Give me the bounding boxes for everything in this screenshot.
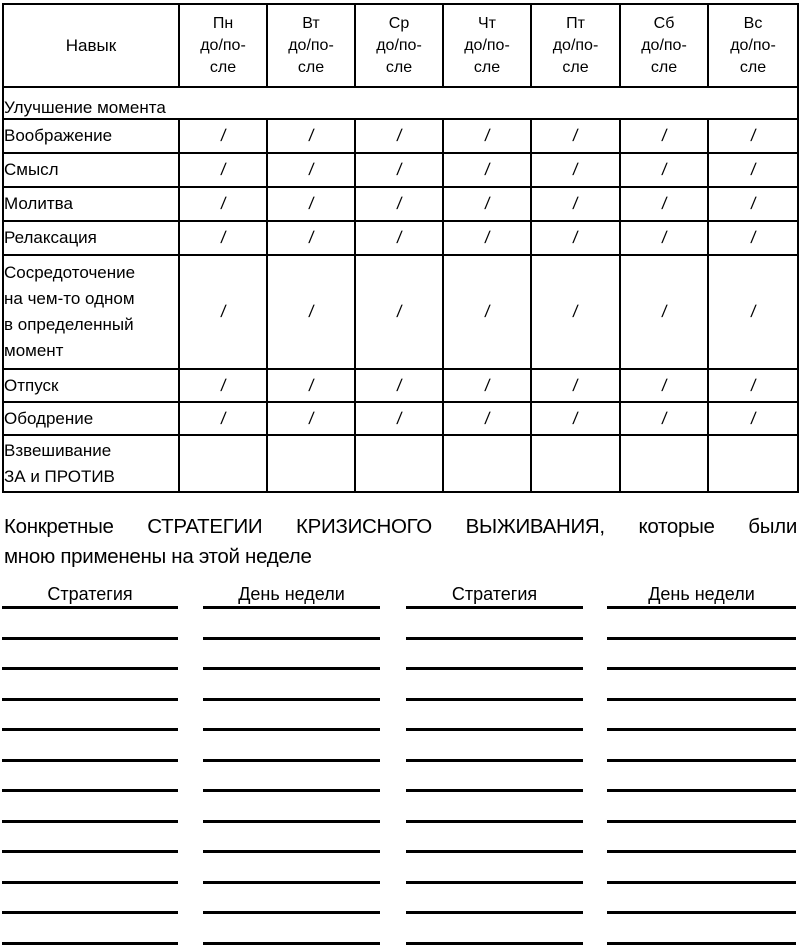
slash-separator: / [660, 228, 668, 247]
slash-separator: / [483, 228, 491, 247]
day-sub: до/по- [200, 36, 246, 54]
before-after-cell[interactable] [620, 369, 708, 402]
before-after-cell[interactable] [620, 402, 708, 435]
slash-separator: / [395, 228, 403, 247]
header-day-sat [620, 4, 708, 87]
table-row [3, 369, 798, 402]
before-after-cell[interactable] [179, 402, 267, 435]
day-name: Пт [566, 14, 585, 32]
skill-label-line: момент [4, 341, 64, 360]
skill-label-line: Сосредоточение [4, 263, 136, 282]
before-after-cell[interactable] [443, 119, 531, 153]
day-sub: сле [739, 58, 767, 76]
before-after-cell[interactable] [355, 255, 443, 369]
skill-label-line: на чем-то одном [4, 289, 135, 308]
skill-label: Ободрение [3, 402, 179, 435]
slash-separator: / [483, 194, 491, 213]
slash-separator: / [749, 408, 757, 428]
skill-label: Смысл [3, 153, 179, 187]
slash-separator: / [307, 126, 315, 145]
slash-separator: / [219, 194, 227, 213]
skill-label-line: в определенный [4, 315, 134, 334]
header-day-fri [531, 4, 620, 87]
table-row [3, 402, 798, 435]
before-after-cell[interactable] [531, 187, 620, 221]
before-after-cell[interactable] [355, 369, 443, 402]
day-sub: сле [209, 58, 237, 76]
slash-separator: / [571, 375, 580, 395]
slash-separator: / [571, 302, 580, 321]
before-after-cell[interactable] [708, 435, 798, 492]
slash-separator: / [395, 194, 403, 213]
paragraph-line-1: Конкретные СТРАТЕГИИ КРИЗИСНОГО ВЫЖИВАНИЯ, которые были [4, 515, 797, 538]
day-sub: до/по- [376, 36, 422, 54]
before-after-cell[interactable] [620, 187, 708, 221]
before-after-cell[interactable] [355, 435, 443, 492]
slash-separator: / [660, 408, 668, 428]
before-after-cell[interactable] [179, 369, 267, 402]
before-after-cell[interactable] [267, 402, 355, 435]
table-header-row [3, 4, 798, 87]
day-sub: сле [385, 58, 413, 76]
day-name: Ср [388, 14, 410, 32]
header-day-thu [443, 4, 531, 87]
log-column-day-2 [607, 582, 796, 945]
before-after-cell[interactable] [355, 187, 443, 221]
slash-separator: / [307, 302, 315, 321]
header-day-wed [355, 4, 443, 87]
before-after-cell[interactable] [267, 153, 355, 187]
day-sub: до/по- [552, 36, 599, 54]
slash-separator: / [571, 408, 580, 428]
slash-separator: / [749, 194, 757, 213]
skill-label [3, 435, 179, 492]
slash-separator: / [483, 126, 491, 145]
slash-separator: / [660, 194, 668, 213]
skills-table [2, 3, 799, 493]
before-after-cell[interactable] [531, 402, 620, 435]
slash-separator: / [660, 126, 668, 145]
before-after-cell[interactable] [267, 119, 355, 153]
before-after-cell[interactable] [531, 153, 620, 187]
strategies-paragraph [4, 512, 797, 572]
slash-separator: / [395, 302, 403, 321]
before-after-cell[interactable] [620, 119, 708, 153]
skill-label-line: Взвешивание [4, 440, 112, 460]
skill-label: Отпуск [3, 369, 179, 402]
day-sub: сле [473, 58, 501, 76]
before-after-cell[interactable] [531, 221, 620, 255]
log-column-header: День недели [648, 584, 755, 604]
day-name: Чт [478, 14, 496, 32]
before-after-cell[interactable] [443, 435, 531, 492]
slash-separator: / [749, 228, 757, 247]
before-after-cell[interactable] [267, 369, 355, 402]
before-after-cell[interactable] [267, 255, 355, 369]
slash-separator: / [660, 160, 668, 179]
before-after-cell[interactable] [620, 221, 708, 255]
table-row [3, 435, 798, 492]
slash-separator: / [483, 408, 491, 428]
slash-separator: / [749, 126, 757, 145]
before-after-cell[interactable] [267, 187, 355, 221]
table-row [3, 255, 798, 369]
entry-line[interactable] [203, 942, 380, 945]
day-name: Пн [212, 14, 234, 32]
before-after-cell[interactable] [179, 187, 267, 221]
before-after-cell[interactable] [708, 187, 798, 221]
log-column-header: Стратегия [451, 584, 538, 604]
table-row [3, 221, 798, 255]
log-column-strategy-2 [406, 582, 583, 945]
before-after-cell[interactable] [708, 402, 798, 435]
slash-separator: / [571, 160, 580, 179]
before-after-cell[interactable] [267, 435, 355, 492]
before-after-cell[interactable] [179, 153, 267, 187]
slash-separator: / [395, 126, 403, 145]
slash-separator: / [571, 194, 580, 213]
before-after-cell[interactable] [531, 119, 620, 153]
day-sub: до/по- [288, 36, 334, 54]
entry-line[interactable] [607, 942, 796, 945]
table-row [3, 187, 798, 221]
before-after-cell[interactable] [355, 153, 443, 187]
skill-label: Релаксация [3, 221, 179, 255]
log-column-header: Стратегия [47, 584, 133, 604]
day-sub: сле [562, 58, 589, 76]
before-after-cell[interactable] [355, 119, 443, 153]
slash-separator: / [219, 375, 227, 395]
slash-separator: / [483, 375, 491, 395]
slash-separator: / [749, 160, 757, 179]
entry-line[interactable] [2, 942, 178, 945]
table-row [3, 153, 798, 187]
before-after-cell[interactable] [531, 255, 620, 369]
slash-separator: / [571, 228, 580, 247]
before-after-cell[interactable] [443, 153, 531, 187]
before-after-cell[interactable] [267, 221, 355, 255]
entry-line[interactable] [406, 942, 583, 945]
before-after-cell[interactable] [355, 402, 443, 435]
slash-separator: / [395, 160, 403, 179]
header-day-tue [267, 4, 355, 87]
slash-separator: / [307, 375, 315, 395]
before-after-cell[interactable] [443, 369, 531, 402]
slash-separator: / [219, 408, 227, 428]
before-after-cell[interactable] [708, 153, 798, 187]
slash-separator: / [219, 126, 227, 145]
skill-label-line: ЗА и ПРОТИВ [4, 466, 115, 486]
log-column-day-1 [203, 582, 380, 945]
before-after-cell[interactable] [443, 255, 531, 369]
header-day-mon [179, 4, 267, 87]
slash-separator: / [483, 160, 491, 179]
before-after-cell[interactable] [443, 402, 531, 435]
paragraph-line-2: мною применены на этой неделе [4, 545, 312, 568]
slash-separator: / [219, 160, 227, 179]
skill-label: Молитва [3, 187, 179, 221]
slash-separator: / [307, 160, 315, 179]
before-after-cell[interactable] [179, 119, 267, 153]
header-day-sun [708, 4, 798, 87]
before-after-cell[interactable] [708, 221, 798, 255]
before-after-cell[interactable] [620, 153, 708, 187]
day-sub: до/по- [641, 36, 687, 54]
day-name: Вс [743, 14, 763, 32]
skill-label [3, 255, 179, 369]
slash-separator: / [483, 302, 491, 321]
day-sub: до/по- [464, 36, 510, 54]
slash-separator: / [307, 194, 315, 213]
slash-separator: / [395, 408, 403, 428]
day-sub: сле [650, 58, 678, 76]
section-row [3, 87, 798, 119]
before-after-cell[interactable] [708, 119, 798, 153]
before-after-cell[interactable] [531, 369, 620, 402]
before-after-cell[interactable] [443, 187, 531, 221]
slash-separator: / [749, 302, 757, 321]
before-after-cell[interactable] [531, 435, 620, 492]
before-after-cell[interactable] [179, 221, 267, 255]
day-name: Сб [653, 14, 675, 32]
slash-separator: / [749, 375, 757, 395]
slash-separator: / [660, 375, 668, 395]
day-sub: до/по- [730, 36, 776, 54]
slash-separator: / [307, 408, 315, 428]
section-title: Улучшение момента [3, 87, 798, 119]
slash-separator: / [395, 375, 403, 395]
log-column-strategy-1 [2, 582, 178, 945]
before-after-cell[interactable] [443, 221, 531, 255]
header-skill: Навык [3, 4, 179, 87]
slash-separator: / [660, 302, 668, 321]
before-after-cell[interactable] [179, 435, 267, 492]
log-column-header: День недели [238, 584, 345, 604]
before-after-cell[interactable] [708, 255, 798, 369]
table-row [3, 119, 798, 153]
slash-separator: / [571, 126, 580, 145]
before-after-cell[interactable] [355, 221, 443, 255]
before-after-cell[interactable] [179, 255, 267, 369]
day-name: Вт [302, 14, 320, 32]
before-after-cell[interactable] [620, 255, 708, 369]
before-after-cell[interactable] [708, 369, 798, 402]
before-after-cell[interactable] [620, 435, 708, 492]
slash-separator: / [219, 228, 227, 247]
day-sub: сле [297, 58, 325, 76]
slash-separator: / [219, 302, 227, 321]
skill-label: Воображение [3, 119, 179, 153]
slash-separator: / [307, 228, 315, 247]
